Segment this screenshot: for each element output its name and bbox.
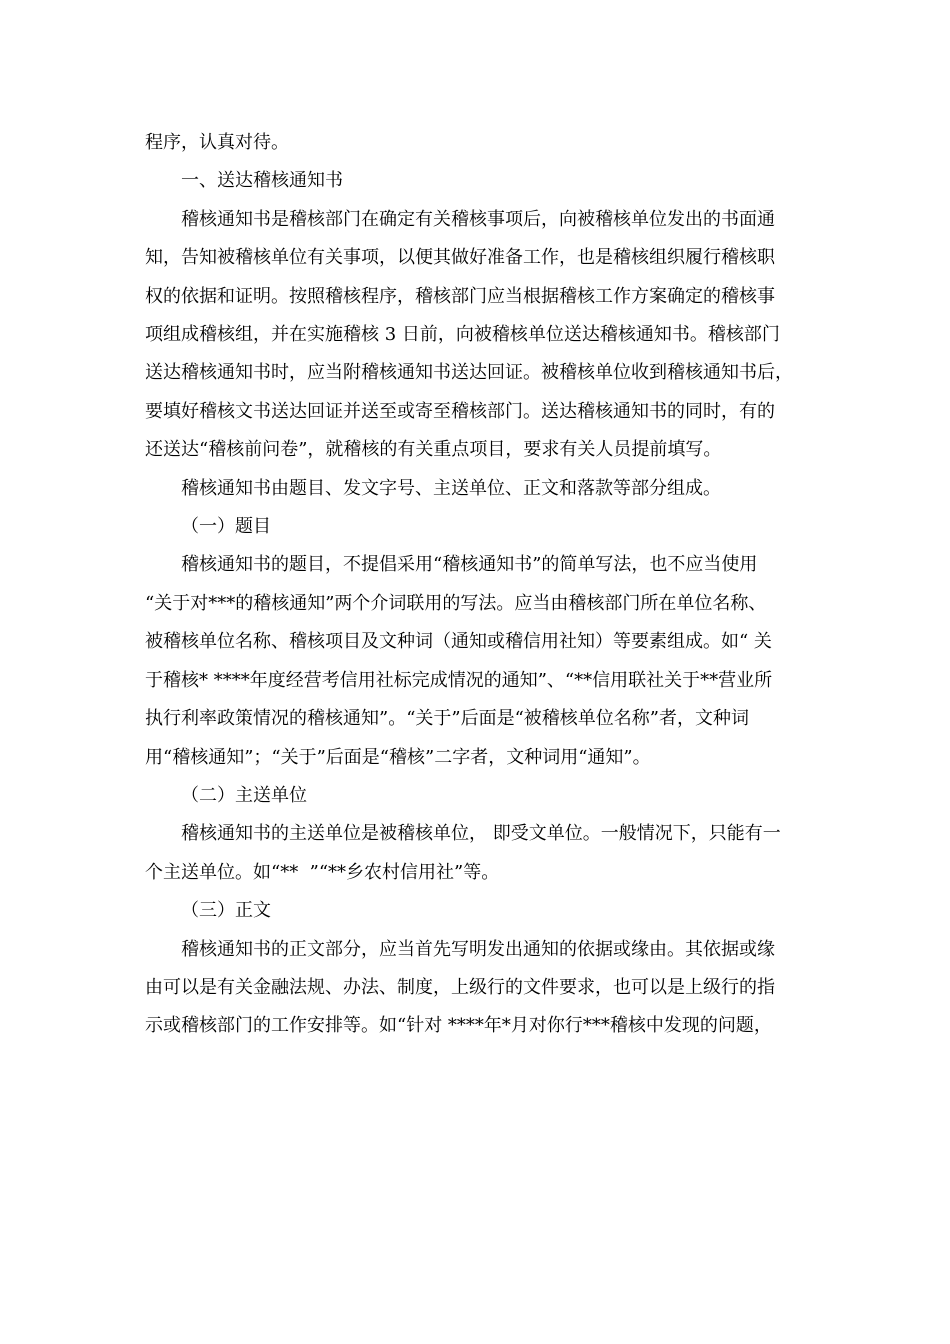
text-line: “关于对***的稽核通知”两个介词联用的写法。应当由稽核部门所在单位名称、 [145, 592, 767, 614]
paragraph-body-rules [145, 931, 809, 1046]
text-line: 程序，认真对待。 [145, 132, 289, 153]
text-line: 还送达“稽核前问卷”，就稽核的有关重点项目，要求有关人员提前填写。 [145, 439, 722, 461]
text-line: 权的依据和证明。按照稽核程序，稽核部门应当根据稽核工作方案确定的稽核事 [145, 285, 775, 307]
paragraph-continuation [145, 124, 809, 162]
text-line: 执行利率政策情况的稽核通知”。“关于”后面是“被稽核单位名称”者，文种词 [145, 708, 750, 730]
text-line: 个主送单位。如“** ”“**乡农村信用社”等。 [145, 861, 500, 883]
text-line: 于稽核* ****年度经营考信用社标完成情况的通知”、“**信用联社关于**营业所 [145, 669, 773, 691]
text-line: 示或稽核部门的工作安排等。如“针对 ****年*月对你行***稽核中发现的问题， [145, 1015, 772, 1037]
text-line: 稽核通知书的正文部分，应当首先写明发出通知的依据或缘由。其依据或缘 [181, 938, 775, 960]
paragraph-notice-definition [145, 201, 809, 470]
section-heading-1: 一、送达稽核通知书 [181, 170, 343, 192]
paragraph-notice-structure [145, 470, 809, 508]
section-heading-recipient: （二）主送单位 [181, 784, 307, 806]
text-line: 项组成稽核组，并在实施稽核 3 日前，向被稽核单位送达稽核通知书。稽核部门 [145, 324, 780, 346]
paragraph-recipient-rules [145, 815, 809, 892]
text-line: 知，告知被稽核单位有关事项，以便其做好准备工作，也是稽核组织履行稽核职 [145, 247, 775, 269]
text-line: 送达稽核通知书时，应当附稽核通知书送达回证。被稽核单位收到稽核通知书后， [145, 362, 793, 384]
text-line: 稽核通知书由题目、发文字号、主送单位、正文和落款等部分组成。 [181, 477, 721, 499]
text-line: 稽核通知书是稽核部门在确定有关稽核事项后，向被稽核单位发出的书面通 [181, 208, 775, 230]
text-line: 由可以是有关金融法规、办法、制度，上级行的文件要求，也可以是上级行的指 [145, 976, 775, 998]
paragraph-title-rules [145, 546, 809, 776]
text-line: 用“稽核通知”；“关于”后面是“稽核”二字者，文种词用“通知”。 [145, 746, 651, 768]
text-line: 要填好稽核文书送达回证并送至或寄至稽核部门。送达稽核通知书的同时，有的 [145, 400, 775, 422]
document-body [145, 124, 809, 1046]
text-line: 被稽核单位名称、稽核项目及文种词（通知或稽信用社知）等要素组成。如“ 关 [145, 631, 772, 653]
section-heading-body: （三）正文 [181, 900, 271, 922]
text-line: 稽核通知书的主送单位是被稽核单位， 即受文单位。一般情况下，只能有一 [181, 823, 781, 845]
section-heading-title: （一）题目 [181, 516, 271, 538]
text-line: 稽核通知书的题目，不提倡采用“稽核通知书”的简单写法，也不应当使用 [181, 554, 758, 576]
